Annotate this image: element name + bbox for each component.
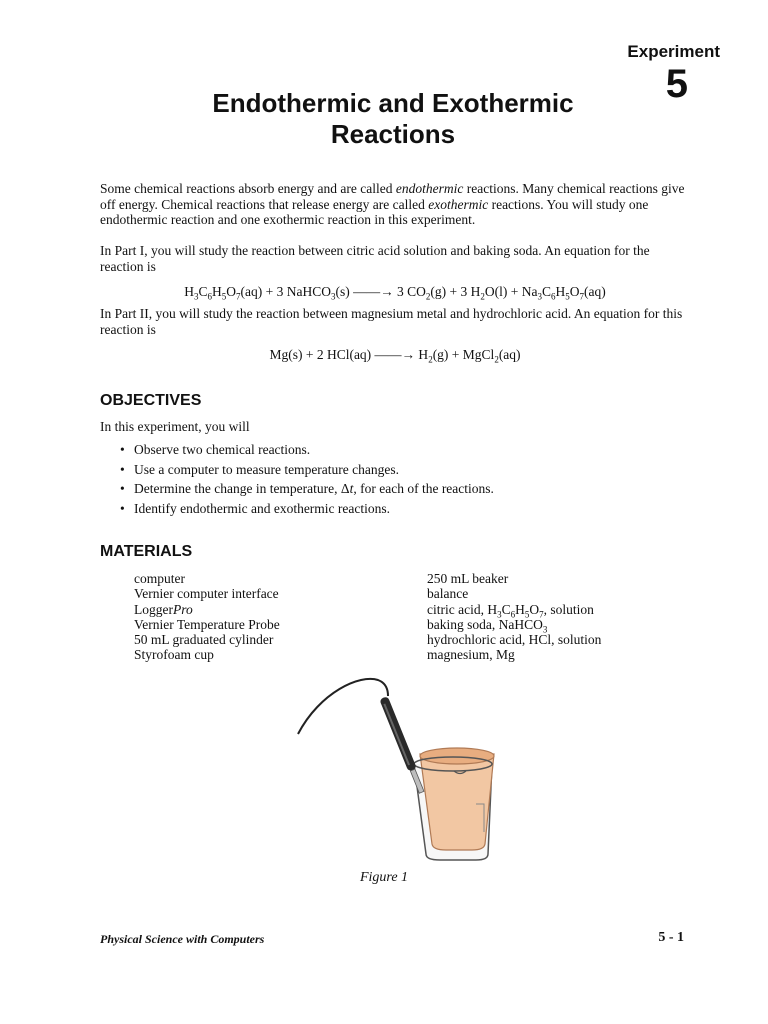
cup-liquid-surface	[420, 748, 494, 764]
page-title	[100, 88, 686, 150]
list-item: Vernier Temperature Probe	[134, 616, 280, 632]
experiment-number: 5	[665, 62, 688, 106]
figure-beaker-probe	[280, 672, 520, 870]
list-item: • Identify endothermic and exothermic reactions.	[120, 499, 494, 519]
part1-paragraph: In Part I, you will study the reaction between citric acid solution and baking soda. An equation for the reaction is	[100, 243, 650, 274]
equation-citric-acid: $H_3C_6H_5O_7(aq) + 3$ NaHCO$_3$(s) ——→ 3 $CO_2(g) + 3$ $H_2O(l) + Na_3C_6H_5O_7(aq)$	[184, 284, 606, 302]
materials-heading: MATERIALS	[100, 543, 193, 560]
beaker-probe-illustration	[280, 672, 520, 870]
equation-magnesium: Mg(s) + 2 HCl(aq) ——→ $H_2(g)$ + MgCl$_2$(aq)	[269, 347, 521, 365]
list-item: LoggerPro	[134, 601, 193, 617]
list-item: • Determine the change in temperature, Δt, for each of the reactions.	[120, 479, 494, 499]
list-item: citric acid, $H_3C_6H_5O_7$, solution	[427, 601, 594, 620]
intro-text-c: reactions. You will study one endothermic reaction and one exothermic reaction in this experiment.	[100, 196, 649, 227]
list-item: 50 mL graduated cylinder	[134, 632, 274, 648]
probe-cable	[298, 679, 388, 734]
materials-right-column	[427, 571, 601, 663]
list-item: • Use a computer to measure temperature changes.	[120, 460, 494, 480]
objectives-heading: OBJECTIVES	[100, 392, 202, 409]
objectives-list	[120, 440, 494, 518]
footer-book-title: Physical Science with Computers	[100, 932, 265, 946]
list-item: baking soda, NaHCO$_3$	[427, 616, 548, 635]
list-item: hydrochloric acid, HCl, solution	[427, 632, 602, 648]
figure-caption: Figure 1	[359, 870, 409, 885]
list-item: computer	[134, 571, 185, 586]
objectives-intro: In this experiment, you will	[100, 419, 250, 434]
list-item: Vernier computer interface	[134, 586, 279, 602]
experiment-label: Experiment	[627, 42, 720, 61]
intro-paragraph	[100, 181, 690, 228]
intro-text-b: reactions. Many chemical reactions give off energy. Chemical reactions that release energy are called	[100, 181, 685, 212]
list-item: magnesium, Mg	[427, 647, 515, 663]
part2-paragraph: In Part II, you will study the reaction between magnesium metal and hydrochloric acid. An equation for this reaction is	[100, 306, 683, 337]
footer-page-number: 5 - 1	[658, 930, 684, 945]
temperature-probe	[379, 696, 426, 794]
materials-left-column	[134, 571, 280, 663]
list-item: • Observe two chemical reactions.	[120, 440, 494, 460]
term-endothermic: endothermic	[395, 181, 464, 196]
list-item: balance	[427, 586, 469, 602]
title-line-1: Endothermic and Exothermic	[212, 88, 574, 118]
term-exothermic: exothermic	[428, 196, 489, 212]
list-item: 250 mL beaker	[427, 571, 509, 586]
list-item: Styrofoam cup	[134, 647, 214, 663]
title-line-2: Reactions	[330, 119, 456, 149]
intro-text-a: Some chemical reactions absorb energy and are called	[100, 181, 396, 196]
